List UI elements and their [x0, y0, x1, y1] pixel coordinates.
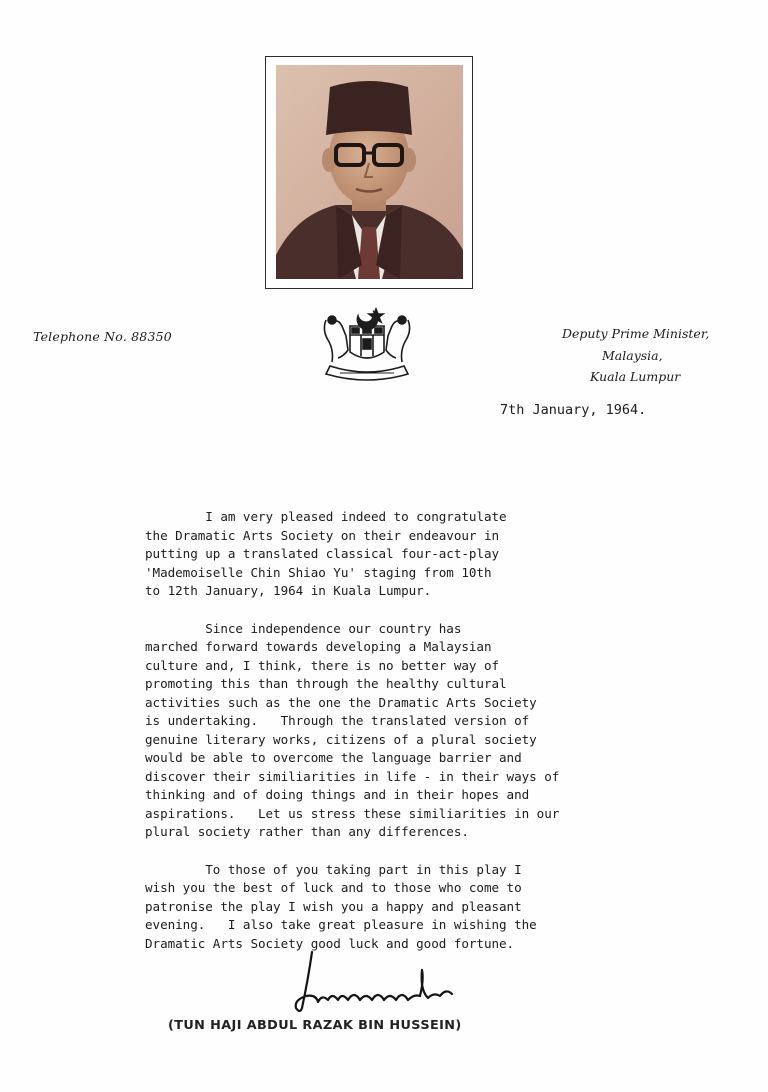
address-line: Kuala Lumpur: [590, 369, 681, 384]
body-line: 'Mademoiselle Chin Shiao Yu' staging from 10th: [145, 564, 492, 580]
body-line: plural society rather than any differences.: [145, 824, 469, 839]
body-line: Since independence our country has: [145, 620, 462, 636]
paragraph-good-wishes: [145, 861, 615, 954]
body-line: culture and, I think, there is no better way of: [145, 657, 500, 673]
portrait-photo: [276, 65, 463, 279]
body-line: activities such as the one the Dramatic Arts Society: [145, 694, 537, 710]
coat-of-arms-icon: [318, 306, 416, 382]
body-line: promoting this than through the healthy cultural: [145, 676, 507, 691]
handwritten-signature: [272, 950, 482, 1020]
body-line: aspirations. Let us stress these similiarities in our: [145, 805, 560, 821]
body-line: would be able to overcome the language barrier and: [145, 750, 522, 765]
paragraph-culture: [145, 620, 615, 842]
letter-date: 7th January, 1964.: [500, 402, 647, 418]
body-line: to 12th January, 1964 in Kuala Lumpur.: [145, 583, 432, 598]
telephone-number: Telephone No. 88350: [33, 329, 172, 344]
body-line: patronise the play I wish you a happy and pleasant: [145, 898, 522, 914]
body-line: wish you the best of luck and to those who come to: [145, 880, 522, 895]
body-line: I am very pleased indeed to congratulate: [145, 509, 507, 524]
body-line: the Dramatic Arts Society on their endeavour in: [145, 527, 500, 543]
portrait-frame: [265, 56, 473, 289]
body-line: Dramatic Arts Society good luck and good fortune.: [145, 935, 515, 951]
body-line: thinking and of doing things and in their hopes and: [145, 787, 530, 802]
body-line: genuine literary works, citizens of a plural society: [145, 731, 537, 747]
body-line: evening. I also take great pleasure in wishing the: [145, 917, 537, 932]
body-line: discover their similiarities in life - in their ways of: [145, 768, 560, 784]
body-line: is undertaking. Through the translated version of: [145, 713, 530, 728]
paragraph-congratulations: [145, 508, 615, 601]
body-line: putting up a translated classical four-act-play: [145, 546, 500, 561]
office-address: [528, 323, 718, 388]
signatory-name: (TUN HAJI ABDUL RAZAK BIN HUSSEIN): [168, 1018, 462, 1033]
body-line: marched forward towards developing a Malaysian: [145, 639, 492, 654]
body-line: To those of you taking part in this play I: [145, 861, 522, 877]
address-line: Deputy Prime Minister,: [562, 326, 710, 341]
address-line: Malaysia,: [602, 347, 663, 363]
letter-body: [145, 508, 615, 972]
